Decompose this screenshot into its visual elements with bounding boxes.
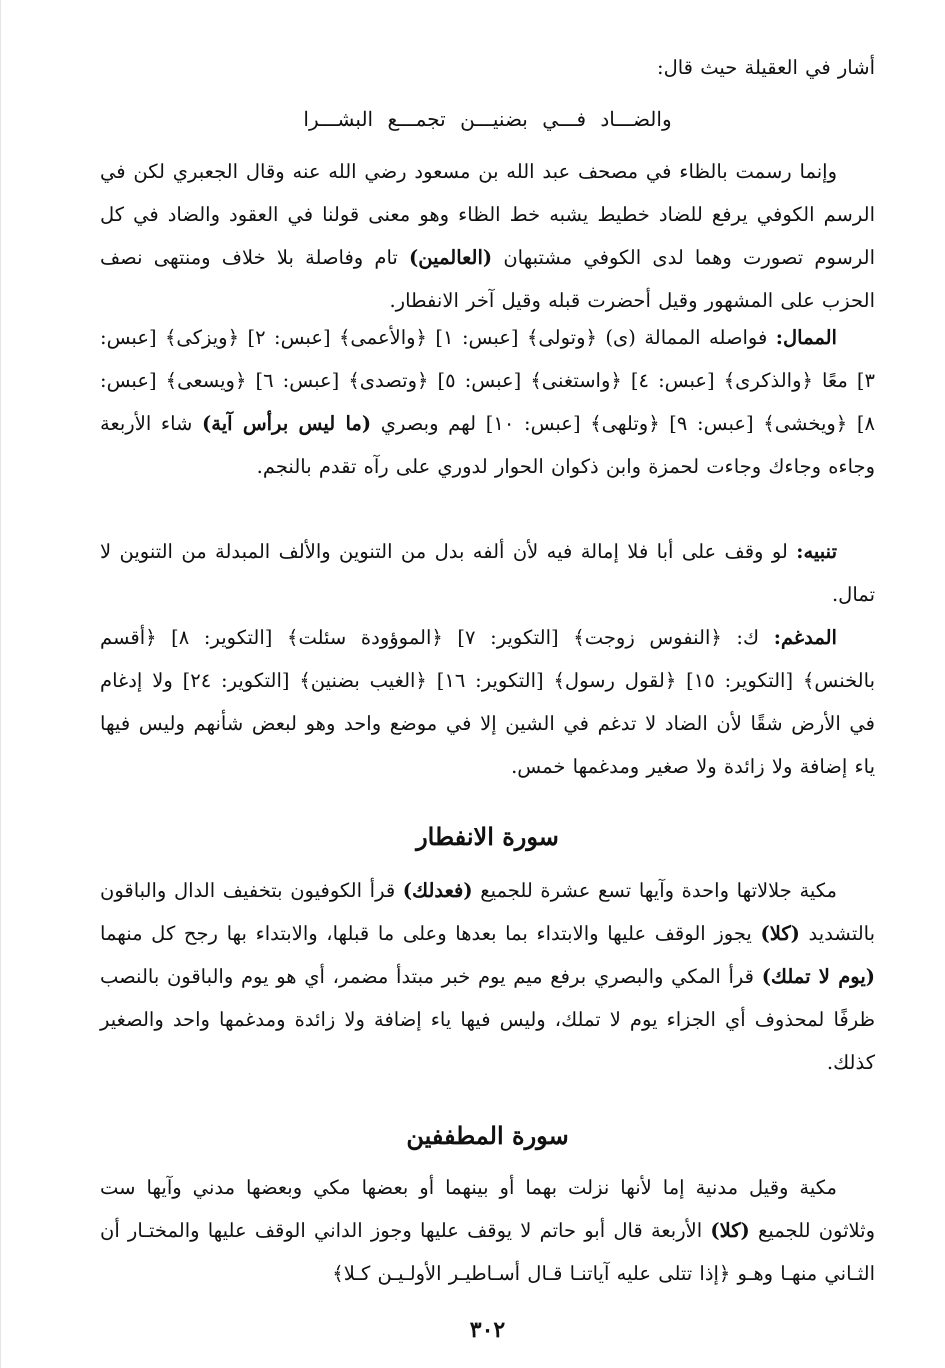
- mutaffifin-text-1: مكية وقيل مدنية إما لأنها نزلت بهما أو بينهما أو بعضها مكي وبعضها مدني وآيها ست وثلاثون للجميع: [100, 1176, 875, 1242]
- mutaffifin-text-2: الأربعة قال أبو حاتم لا يوقف عليها وجوز الداني الوقف عليها والمختـار أن الثـاني منهـا وهـو ﴿إذا تتلى عليه آياتنـا قـال أسـاطيـر الأولـيـن كـلا﴾: [100, 1219, 875, 1285]
- infitar-text-4: قرأ المكي والبصري برفع ميم يوم خبر مبتدأ مضمر، أي هو يوم والباقون بالنصب ظرفًا لمحذوف أي الجزاء يوم لا تملك، وليس فيها ياء إضافة ولا زائدة ومدغمها واحد والصغير كذلك.: [100, 965, 875, 1074]
- intro-text: أشار في العقيلة حيث قال:: [657, 56, 875, 79]
- paragraph-rasm-bold: (العالمين): [409, 246, 493, 269]
- surah-mutaffifin-paragraph: [100, 1166, 875, 1295]
- imala-label: الممال:: [775, 326, 837, 349]
- infitar-bold-3: (يوم لا تملك): [761, 965, 875, 988]
- surah-mutaffifin-title: [100, 1113, 875, 1159]
- tanbih-label: تنبيه:: [796, 540, 837, 563]
- infitar-text-2: قرأ الكوفيون بتخفيف الدال والباقون بالتشديد: [100, 879, 876, 945]
- paragraph-rasm: [100, 150, 875, 322]
- infitar-text-1: مكية جلالاتها واحدة وآيها تسع عشرة للجميع: [480, 879, 837, 902]
- surah-infitar-title: [100, 814, 875, 860]
- infitar-bold-2: (كلا): [760, 922, 800, 945]
- tanbih-body: لو وقف على أبا فلا إمالة فيه لأن ألفه بدل من التنوين والألف المبدلة من التنوين لا تمال.: [100, 540, 875, 606]
- mudgham-label: المدغم:: [773, 626, 837, 649]
- page-number-text: ٣٠٢: [469, 1317, 506, 1343]
- verse-text: والضـــاد فـــي بضنيـــن تجمـــع البشـــرا: [303, 107, 672, 131]
- infitar-text-3: يجوز الوقف عليها والابتداء بما بعدها وعلى ما قبلها، والابتداء بها رجح كل منهما: [100, 922, 752, 945]
- surah-infitar-title-text: سورة الانفطار: [416, 822, 559, 851]
- mutaffifin-bold-1: (كلا): [710, 1219, 750, 1242]
- surah-mutaffifin-title-text: سورة المطففين: [406, 1121, 569, 1150]
- imala-body: فواصله الممالة (ى) ﴿وتولى﴾ [عبس: ١] ﴿والأعمى﴾ [عبس: ٢] ﴿ويزكى﴾ [عبس: ٣] معًا ﴿والذكرى﴾ [عبس: ٤] ﴿واستغنى﴾ [عبس: ٥] ﴿وتصدى﴾ [عبس: ٦] ﴿ويسعى﴾ [عبس: ٨] ﴿ويخشى﴾ [عبس: ٩] ﴿وتلهى﴾ [عبس: ١٠] لهم وبصري: [100, 326, 875, 435]
- paragraph-rasm-text: وإنما رسمت بالظاء في مصحف عبد الله بن مسعود رضي الله عنه وقال الجعبري لكن في الرسم الكوفي يرفع للضاد خطيط يشبه خط الظاء وهو معنى قولنا في العقود والضاد في كل الرسوم تصورت وهما لدى الكوفي مشتبهان: [100, 160, 875, 269]
- imala-end: شاء الأربعة وجاءه وجاءك وجاءت لحمزة وابن ذكوان الحوار لدوري على رآه تقدم بالنجم.: [100, 412, 875, 478]
- section-mudgham: [100, 616, 875, 788]
- surah-infitar-paragraph: [100, 869, 875, 1084]
- intro-line: [100, 46, 875, 89]
- section-imala: [100, 316, 875, 488]
- mudgham-body: ك: ﴿النفوس زوجت﴾ [التكوير: ٧] ﴿الموؤودة سئلت﴾ [التكوير: ٨] ﴿أقسم بالخنس﴾ [التكوير: ١٥] ﴿لقول رسول﴾ [التكوير: ١٦] ﴿الغيب بضنين﴾ [التكوير: ٢٤] ولا إدغام في الأرض شقًا لأن الضاد لا تدغم في الشين إلا في موضع واحد وهو لبعض شأنهم وليس فيها ياء إضافة ولا زائدة ولا صغير ومدغمها خمس.: [100, 626, 875, 778]
- section-tanbih: [100, 530, 875, 616]
- page-edge-line: [0, 0, 1, 1368]
- infitar-bold-1: (فعدلك): [402, 879, 473, 902]
- poetry-verse: [100, 99, 875, 139]
- imala-bold: (ما ليس برأس آية): [202, 412, 372, 435]
- paragraph-rasm-end: تام وفاصلة بلا خلاف ومنتهى نصف الحزب على المشهور وقيل أحضرت قبله وقيل آخر الانفطار.: [100, 246, 875, 312]
- page-number: [100, 1312, 875, 1348]
